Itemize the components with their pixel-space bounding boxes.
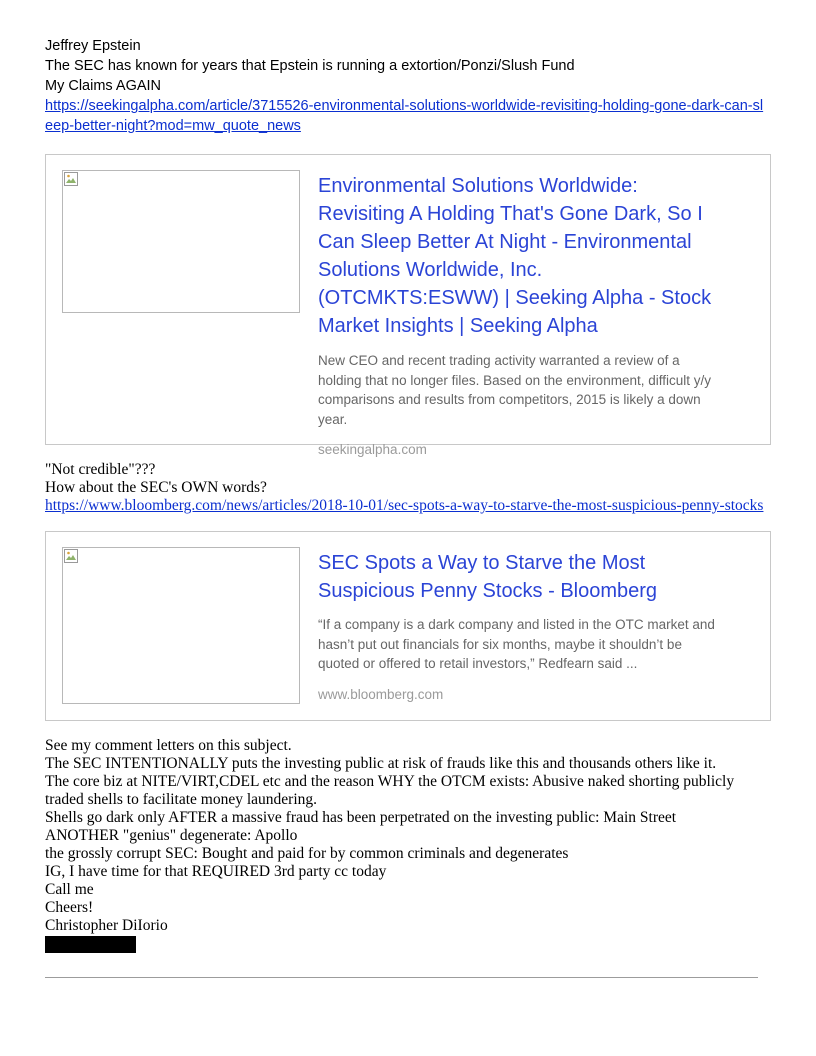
card-domain: www.bloomberg.com bbox=[318, 686, 444, 702]
core-biz-text: The core biz at NITE/VIRT,CDEL etc and the reason WHY the OTCM exists: Abusive naked shorting publicly traded shells to facilitate money laundering. bbox=[45, 773, 735, 808]
intro-block bbox=[45, 36, 771, 136]
middle-block bbox=[45, 461, 771, 515]
redaction-block bbox=[45, 936, 136, 953]
cheers-text: Cheers! bbox=[45, 899, 94, 916]
card-domain: seekingalpha.com bbox=[318, 442, 427, 457]
comment-letters-text: See my comment letters on this subject. bbox=[45, 737, 292, 754]
card-title[interactable]: Environmental Solutions Worldwide: Revisiting A Holding That's Gone Dark, So I Can Sleep Better At Night - Environmental Solutions Worldwide, Inc. (OTCMKTS:ESWW) | Seeking Alpha - Stock Market Insights | Seeking Alpha bbox=[318, 175, 712, 337]
broken-image-icon bbox=[64, 172, 78, 186]
apollo-text: ANOTHER "genius" degenerate: Apollo bbox=[45, 827, 298, 844]
not-credible-text: "Not credible"??? bbox=[45, 461, 156, 478]
card-description: “If a company is a dark company and listed in the OTC market and hasn’t put out financials for six months, maybe it shouldn’t be quoted or offered to retail investors,” Redfearn said ... bbox=[318, 617, 715, 671]
intro-claims: My Claims AGAIN bbox=[45, 78, 162, 94]
broken-image-icon bbox=[64, 549, 78, 563]
link-preview-card-bloomberg[interactable] bbox=[45, 531, 771, 721]
heading-name: Jeffrey Epstein bbox=[45, 38, 141, 54]
broken-image-thumbnail bbox=[62, 547, 300, 704]
card-description: New CEO and recent trading activity warranted a review of a holding that no longer files. Based on the environment, difficult y/y comparisons and results from competitors, 2015 is likely a down year. bbox=[318, 353, 711, 427]
seekingalpha-article-link[interactable]: https://seekingalpha.com/article/3715526-environmental-solutions-worldwide-revisiting-holding-gone-dark-can-sleep-better-night?mod=mw_quote_news bbox=[45, 98, 764, 134]
corrupt-sec-text: the grossly corrupt SEC: Bought and paid for by common criminals and degenerates bbox=[45, 845, 569, 862]
intro-statement: The SEC has known for years that Epstein is running a extortion/Ponzi/Slush Fund bbox=[45, 58, 575, 74]
shells-dark-text: Shells go dark only AFTER a massive fraud has been perpetrated on the investing public: Main Street bbox=[45, 809, 677, 826]
sec-own-words-text: How about the SEC's OWN words? bbox=[45, 479, 267, 496]
horizontal-divider bbox=[45, 977, 758, 978]
call-me-text: Call me bbox=[45, 881, 94, 898]
broken-image-thumbnail bbox=[62, 170, 300, 313]
bloomberg-article-link[interactable]: https://www.bloomberg.com/news/articles/2018-10-01/sec-spots-a-way-to-starve-the-most-suspicious-penny-stocks bbox=[45, 497, 764, 514]
card-title[interactable]: SEC Spots a Way to Starve the Most Suspicious Penny Stocks - Bloomberg bbox=[318, 552, 658, 602]
signature-name: Christopher DiIorio bbox=[45, 917, 168, 934]
ig-text: IG, I have time for that REQUIRED 3rd party cc today bbox=[45, 863, 387, 880]
sec-risk-text: The SEC INTENTIONALLY puts the investing public at risk of frauds like this and thousands others like it. bbox=[45, 755, 717, 772]
link-preview-card-seekingalpha[interactable] bbox=[45, 154, 771, 457]
closing-block bbox=[45, 737, 771, 953]
